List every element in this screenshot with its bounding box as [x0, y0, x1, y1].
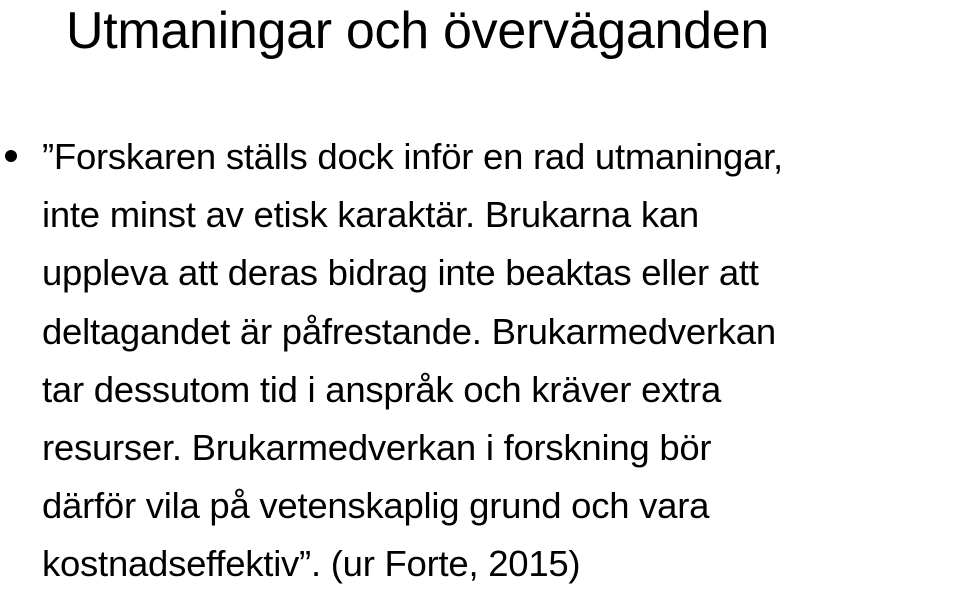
- bullet-text-line: därför vila på vetenskaplig grund och vara: [42, 485, 710, 527]
- slide-title: Utmaningar och överväganden: [66, 2, 770, 60]
- bullet-text-line: ”Forskaren ställs dock inför en rad utmaningar,: [42, 136, 783, 177]
- bullet-point-icon: [5, 150, 17, 162]
- bullet-text-line: tar dessutom tid i anspråk och kräver extra: [42, 368, 721, 410]
- bullet-text-line: inte minst av etisk karaktär. Brukarna kan: [42, 194, 699, 236]
- bullet-text-line: kostnadseffektiv”. (ur Forte, 2015): [42, 543, 581, 585]
- bullet-text: [42, 128, 957, 594]
- bullet-text-line: uppleva att deras bidrag inte beaktas eller att: [42, 252, 759, 294]
- bullet-text-line: resurser. Brukarmedverkan i forskning bör: [42, 427, 712, 469]
- bullet-text-line: deltagandet är påfrestande. Brukarmedverkan: [42, 310, 776, 352]
